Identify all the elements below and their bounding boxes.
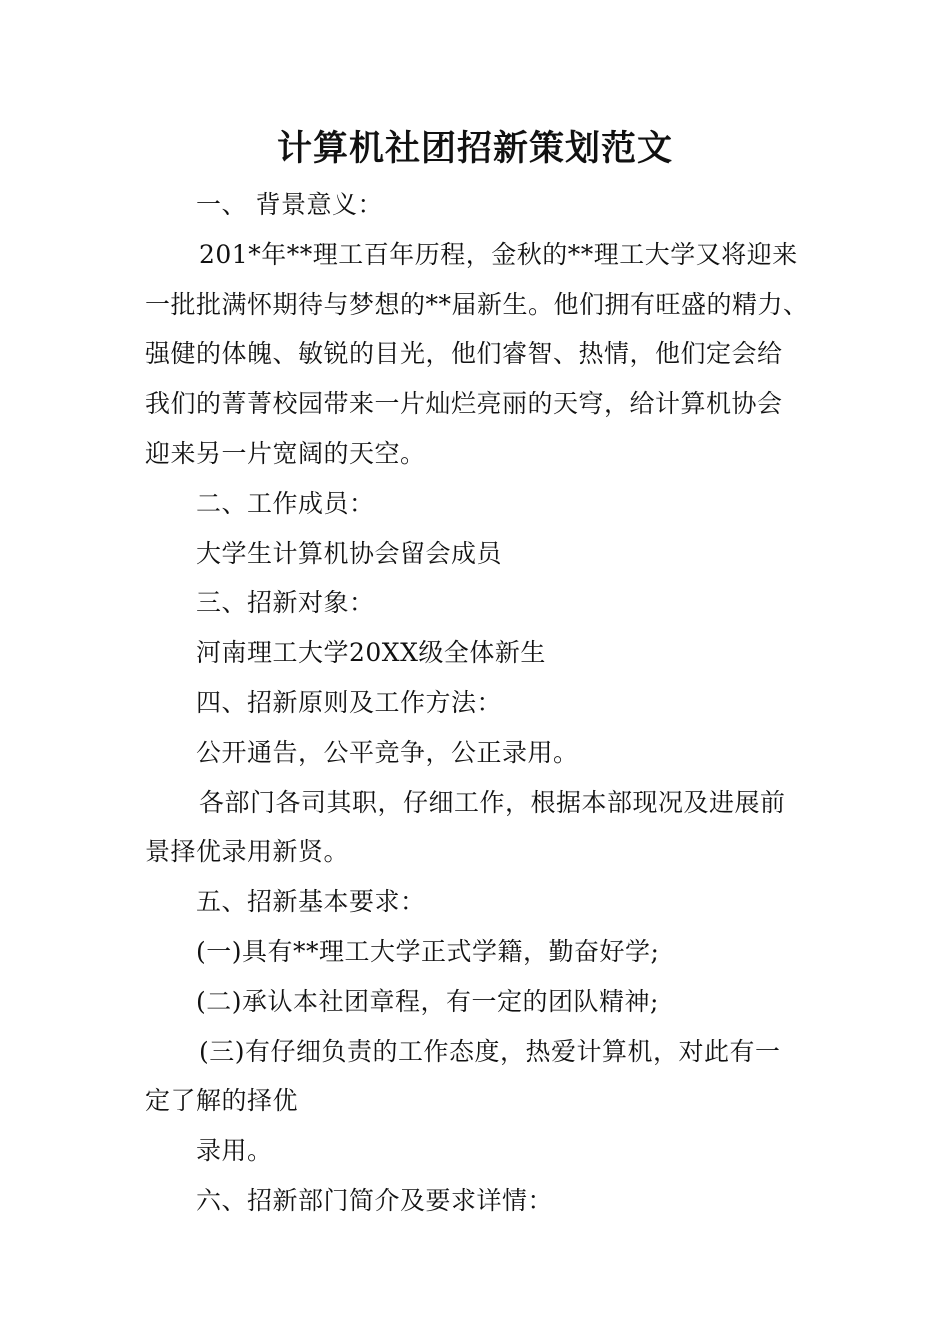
section-heading-departments: 六、招新部门简介及要求详情： [196, 1185, 554, 1215]
document-body [145, 180, 825, 1226]
list-item: (三)有仔细负责的工作态度，热爱计算机，对此有一 [199, 1036, 781, 1066]
paragraph-line: 强健的体魄、敏锐的目光，他们睿智、热情，他们定会给 [145, 339, 783, 369]
document-title: 计算机社团招新策划范文 [276, 129, 673, 169]
paragraph-line: 河南理工大学20XX级全体新生 [196, 638, 546, 668]
paragraph-line: 我们的菁菁校园带来一片灿烂亮丽的天穹，给计算机协会 [145, 389, 783, 419]
section-heading-target: 三、招新对象： [196, 588, 375, 618]
paragraph-line: 201*年**理工百年历程，金秋的**理工大学又将迎来 [199, 239, 798, 269]
paragraph-line: 大学生计算机协会留会成员 [196, 538, 503, 568]
paragraph-line: 迎来另一片宽阔的天空。 [145, 438, 426, 468]
paragraph-line: 一批批满怀期待与梦想的**届新生。他们拥有旺盛的精力、 [145, 289, 809, 319]
list-item: (一)具有**理工大学正式学籍，勤奋好学; [196, 936, 660, 966]
section-heading-members: 二、工作成员： [196, 488, 375, 518]
paragraph-line: 录用。 [196, 1136, 273, 1166]
section-heading-background: 一、 背景意义： [196, 190, 383, 219]
paragraph-line: 景择优录用新贤。 [145, 837, 350, 867]
section-heading-requirements: 五、招新基本要求： [196, 887, 426, 917]
paragraph-line: 公开通告，公平竞争，公正录用。 [196, 737, 579, 767]
list-item: (二)承认本社团章程，有一定的团队精神; [196, 986, 659, 1016]
paragraph-line: 各部门各司其职，仔细工作，根据本部现况及进展前 [199, 787, 786, 817]
paragraph-line: 定了解的择优 [145, 1086, 299, 1116]
section-heading-principles: 四、招新原则及工作方法： [196, 687, 503, 717]
